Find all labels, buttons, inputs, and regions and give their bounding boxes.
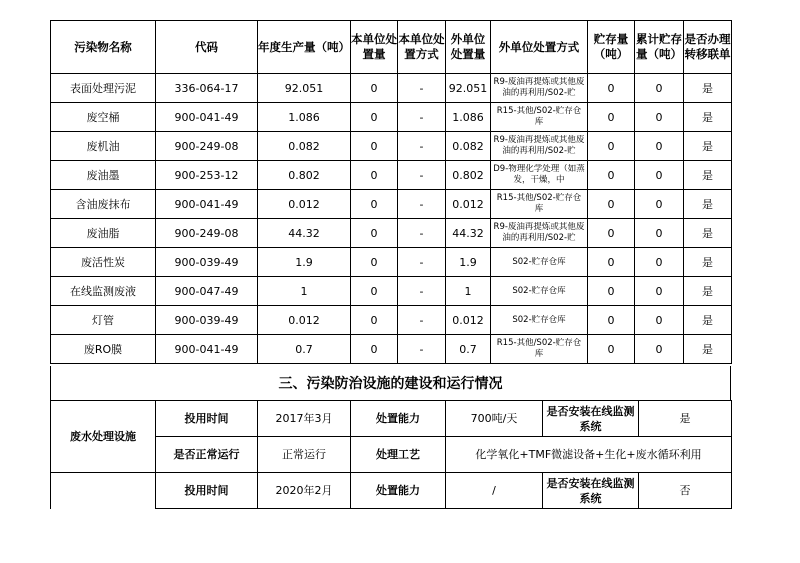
method-text: R9-废油再提炼或其他废油的再利用/S02-贮	[493, 135, 585, 156]
header-storage: 贮存量（吨）	[588, 21, 635, 74]
cell-external-disposal-qty: 92.051	[446, 74, 491, 103]
cell-storage: 0	[588, 335, 635, 364]
cell-transfer-manifest: 是	[684, 190, 732, 219]
label-running: 是否正常运行	[156, 437, 258, 473]
cell-pollutant-name: 废RO膜	[51, 335, 156, 364]
label-process: 处理工艺	[351, 437, 446, 473]
value-capacity-2: /	[446, 473, 543, 509]
cell-annual-output: 0.7	[258, 335, 351, 364]
cell-external-disposal-method	[491, 219, 588, 248]
cell-external-disposal-method	[491, 190, 588, 219]
cell-cumulative-storage: 0	[635, 335, 684, 364]
cell-external-disposal-method	[491, 103, 588, 132]
cell-transfer-manifest: 是	[684, 161, 732, 190]
method-text: D9-物理化学处理（如蒸发，干燥，中	[493, 164, 585, 185]
cell-annual-output: 1	[258, 277, 351, 306]
cell-storage: 0	[588, 161, 635, 190]
label-capacity-2: 处置能力	[351, 473, 446, 509]
cell-external-disposal-method	[491, 248, 588, 277]
cell-annual-output: 1.9	[258, 248, 351, 277]
cell-external-disposal-qty: 0.082	[446, 132, 491, 161]
cell-pollutant-name: 废机油	[51, 132, 156, 161]
table-row	[51, 219, 732, 248]
label-start-date-2: 投用时间	[156, 473, 258, 509]
cell-transfer-manifest: 是	[684, 277, 732, 306]
cell-pollutant-name: 废油墨	[51, 161, 156, 190]
method-text: S02-贮存仓库	[512, 285, 566, 296]
label-capacity: 处置能力	[351, 401, 446, 437]
table-row	[51, 161, 732, 190]
cell-annual-output: 0.012	[258, 306, 351, 335]
value-start-date-2: 2020年2月	[258, 473, 351, 509]
cell-annual-output: 92.051	[258, 74, 351, 103]
table-row	[51, 74, 732, 103]
cell-pollutant-name: 在线监测废液	[51, 277, 156, 306]
cell-code: 900-041-49	[156, 103, 258, 132]
label-online-monitor: 是否安装在线监测系统	[543, 401, 639, 437]
table-row	[51, 103, 732, 132]
facility-row-1	[51, 401, 732, 437]
cell-own-disposal-method: -	[398, 103, 446, 132]
cell-external-disposal-qty: 0.7	[446, 335, 491, 364]
cell-annual-output: 44.32	[258, 219, 351, 248]
cell-storage: 0	[588, 277, 635, 306]
cell-own-disposal-qty: 0	[351, 74, 398, 103]
cell-own-disposal-method: -	[398, 248, 446, 277]
cell-code: 900-041-49	[156, 335, 258, 364]
cell-cumulative-storage: 0	[635, 103, 684, 132]
cell-pollutant-name: 含油废抹布	[51, 190, 156, 219]
method-text: R15-其他/S02-贮存仓库	[496, 193, 582, 214]
hazardous-waste-table	[50, 20, 732, 364]
cell-annual-output: 0.082	[258, 132, 351, 161]
header-external-disposal-method: 外单位处置方式	[491, 21, 588, 74]
cell-own-disposal-method: -	[398, 335, 446, 364]
cell-own-disposal-method: -	[398, 74, 446, 103]
value-running: 正常运行	[258, 437, 351, 473]
table-row	[51, 335, 732, 364]
cell-pollutant-name: 废空桶	[51, 103, 156, 132]
cell-transfer-manifest: 是	[684, 74, 732, 103]
cell-cumulative-storage: 0	[635, 248, 684, 277]
cell-own-disposal-qty: 0	[351, 335, 398, 364]
value-online-monitor-2: 否	[639, 473, 732, 509]
cell-own-disposal-method: -	[398, 132, 446, 161]
cell-external-disposal-method	[491, 306, 588, 335]
table-row	[51, 132, 732, 161]
cell-own-disposal-method: -	[398, 161, 446, 190]
value-start-date: 2017年3月	[258, 401, 351, 437]
cell-code: 900-047-49	[156, 277, 258, 306]
cell-code: 900-249-08	[156, 132, 258, 161]
cell-cumulative-storage: 0	[635, 161, 684, 190]
cell-storage: 0	[588, 219, 635, 248]
cell-pollutant-name: 废活性炭	[51, 248, 156, 277]
cell-pollutant-name: 表面处理污泥	[51, 74, 156, 103]
cell-external-disposal-method	[491, 132, 588, 161]
cell-external-disposal-qty: 1	[446, 277, 491, 306]
cell-own-disposal-method: -	[398, 277, 446, 306]
cell-external-disposal-qty: 0.012	[446, 190, 491, 219]
label-online-monitor-2: 是否安装在线监测系统	[543, 473, 639, 509]
method-text: R15-其他/S02-贮存仓库	[496, 106, 582, 127]
cell-annual-output: 0.012	[258, 190, 351, 219]
cell-own-disposal-qty: 0	[351, 248, 398, 277]
header-cumulative-storage: 累计贮存量（吨）	[635, 21, 684, 74]
cell-annual-output: 1.086	[258, 103, 351, 132]
cell-external-disposal-qty: 1.9	[446, 248, 491, 277]
cell-storage: 0	[588, 190, 635, 219]
cell-external-disposal-qty: 0.802	[446, 161, 491, 190]
cell-own-disposal-qty: 0	[351, 161, 398, 190]
header-own-disposal-method: 本单位处置方式	[398, 21, 446, 74]
cell-code: 900-039-49	[156, 248, 258, 277]
method-text: R15-其他/S02-贮存仓库	[496, 338, 582, 359]
cell-own-disposal-method: -	[398, 306, 446, 335]
table-row	[51, 306, 732, 335]
facility-name-blank	[51, 473, 156, 509]
cell-pollutant-name: 废油脂	[51, 219, 156, 248]
cell-code: 900-041-49	[156, 190, 258, 219]
facility-name: 废水处理设施	[51, 401, 156, 473]
method-text: R9-废油再提炼或其他废油的再利用/S02-贮	[493, 222, 585, 243]
cell-external-disposal-qty: 44.32	[446, 219, 491, 248]
cell-cumulative-storage: 0	[635, 219, 684, 248]
cell-own-disposal-qty: 0	[351, 103, 398, 132]
section-title: 三、污染防治设施的建设和运行情况	[50, 366, 731, 400]
header-transfer-manifest: 是否办理转移联单	[684, 21, 732, 74]
cell-transfer-manifest: 是	[684, 219, 732, 248]
cell-transfer-manifest: 是	[684, 132, 732, 161]
cell-external-disposal-qty: 0.012	[446, 306, 491, 335]
cell-code: 900-039-49	[156, 306, 258, 335]
cell-transfer-manifest: 是	[684, 335, 732, 364]
cell-own-disposal-qty: 0	[351, 306, 398, 335]
cell-external-disposal-qty: 1.086	[446, 103, 491, 132]
cell-storage: 0	[588, 132, 635, 161]
header-external-disposal-qty: 外单位处置量	[446, 21, 491, 74]
value-process: 化学氧化+TMF微滤设备+生化+废水循环利用	[446, 437, 732, 473]
table-header-row	[51, 21, 732, 74]
cell-external-disposal-method	[491, 277, 588, 306]
facility-table	[50, 400, 732, 509]
cell-storage: 0	[588, 306, 635, 335]
table-row	[51, 248, 732, 277]
cell-own-disposal-method: -	[398, 190, 446, 219]
cell-transfer-manifest: 是	[684, 248, 732, 277]
method-text: S02-贮存仓库	[512, 314, 566, 325]
value-online-monitor: 是	[639, 401, 732, 437]
cell-storage: 0	[588, 248, 635, 277]
method-text: R9-废油再提炼或其他废油的再利用/S02-贮	[493, 77, 585, 98]
header-annual-output: 年度生产量（吨）	[258, 21, 351, 74]
cell-own-disposal-qty: 0	[351, 219, 398, 248]
cell-annual-output: 0.802	[258, 161, 351, 190]
cell-external-disposal-method	[491, 74, 588, 103]
table-row	[51, 277, 732, 306]
cell-own-disposal-method: -	[398, 219, 446, 248]
cell-external-disposal-method	[491, 161, 588, 190]
cell-code: 900-253-12	[156, 161, 258, 190]
value-capacity: 700吨/天	[446, 401, 543, 437]
cell-pollutant-name: 灯管	[51, 306, 156, 335]
cell-external-disposal-method	[491, 335, 588, 364]
cell-own-disposal-qty: 0	[351, 277, 398, 306]
cell-own-disposal-qty: 0	[351, 190, 398, 219]
cell-transfer-manifest: 是	[684, 103, 732, 132]
cell-cumulative-storage: 0	[635, 132, 684, 161]
header-own-disposal-qty: 本单位处置量	[351, 21, 398, 74]
cell-cumulative-storage: 0	[635, 74, 684, 103]
cell-code: 336-064-17	[156, 74, 258, 103]
cell-cumulative-storage: 0	[635, 306, 684, 335]
cell-transfer-manifest: 是	[684, 306, 732, 335]
facility-row-3	[51, 473, 732, 509]
label-start-date: 投用时间	[156, 401, 258, 437]
cell-storage: 0	[588, 74, 635, 103]
cell-code: 900-249-08	[156, 219, 258, 248]
cell-storage: 0	[588, 103, 635, 132]
cell-own-disposal-qty: 0	[351, 132, 398, 161]
table-row	[51, 190, 732, 219]
cell-cumulative-storage: 0	[635, 277, 684, 306]
method-text: S02-贮存仓库	[512, 256, 566, 267]
header-pollutant-name: 污染物名称	[51, 21, 156, 74]
header-code: 代码	[156, 21, 258, 74]
cell-cumulative-storage: 0	[635, 190, 684, 219]
